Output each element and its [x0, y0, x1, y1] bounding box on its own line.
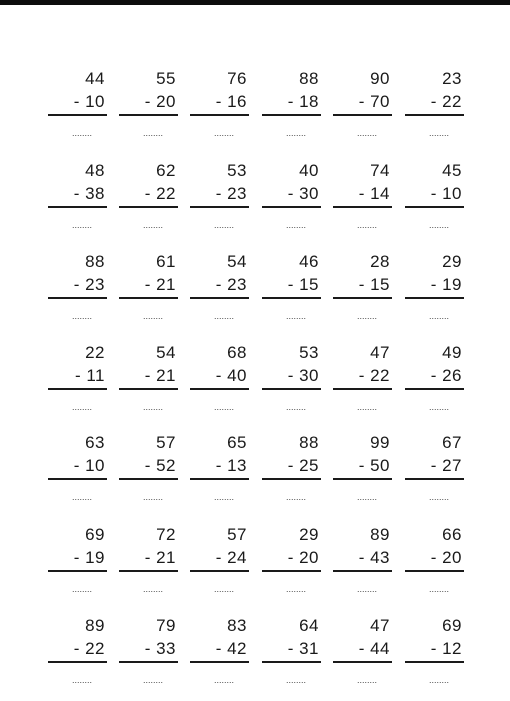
minuend: 47 — [370, 343, 390, 362]
minuend: 23 — [442, 69, 462, 88]
minuend: 47 — [370, 616, 390, 635]
subtrahend: - 18 — [287, 92, 319, 111]
answer-rule-line — [48, 206, 107, 208]
answer-blank[interactable]: ........ — [71, 492, 92, 502]
subtrahend: - 22 — [358, 366, 390, 385]
minuend: 83 — [227, 616, 247, 635]
answer-rule-line — [333, 297, 392, 299]
minuend: 68 — [227, 343, 247, 362]
answer-rule-line — [405, 114, 464, 116]
answer-rule-line — [262, 297, 321, 299]
answer-blank[interactable]: ........ — [285, 675, 306, 685]
answer-rule-line — [48, 661, 107, 663]
answer-rule-line — [262, 206, 321, 208]
answer-blank[interactable]: ........ — [428, 492, 449, 502]
minuend: 61 — [156, 252, 176, 271]
minuend: 45 — [442, 161, 462, 180]
subtrahend: - 31 — [287, 639, 319, 658]
minuend: 28 — [370, 252, 390, 271]
answer-rule-line — [119, 478, 178, 480]
minuend: 57 — [227, 525, 247, 544]
answer-rule-line — [262, 114, 321, 116]
subtrahend: - 20 — [144, 92, 176, 111]
answer-blank[interactable]: ........ — [356, 492, 377, 502]
subtrahend: - 70 — [358, 92, 390, 111]
minuend: 66 — [442, 525, 462, 544]
answer-blank[interactable]: ........ — [142, 402, 163, 412]
answer-blank[interactable]: ........ — [428, 402, 449, 412]
minuend: 79 — [156, 616, 176, 635]
subtrahend: - 21 — [144, 275, 176, 294]
answer-rule-line — [405, 206, 464, 208]
subtrahend: - 12 — [430, 639, 462, 658]
subtrahend: - 42 — [215, 639, 247, 658]
minuend: 76 — [227, 69, 247, 88]
subtrahend: - 20 — [287, 548, 319, 567]
answer-blank[interactable]: ........ — [285, 220, 306, 230]
answer-rule-line — [262, 661, 321, 663]
minuend: 40 — [299, 161, 319, 180]
minuend: 89 — [85, 616, 105, 635]
minuend: 29 — [442, 252, 462, 271]
minuend: 89 — [370, 525, 390, 544]
subtrahend: - 43 — [358, 548, 390, 567]
minuend: 62 — [156, 161, 176, 180]
answer-rule-line — [190, 478, 249, 480]
minuend: 88 — [299, 433, 319, 452]
answer-rule-line — [48, 297, 107, 299]
minuend: 67 — [442, 433, 462, 452]
answer-blank[interactable]: ........ — [71, 128, 92, 138]
subtrahend: - 10 — [430, 184, 462, 203]
subtrahend: - 22 — [430, 92, 462, 111]
minuend: 44 — [85, 69, 105, 88]
subtrahend: - 24 — [215, 548, 247, 567]
answer-rule-line — [333, 114, 392, 116]
subtrahend: - 15 — [287, 275, 319, 294]
answer-rule-line — [190, 297, 249, 299]
subtrahend: - 23 — [215, 275, 247, 294]
answer-blank[interactable]: ........ — [285, 492, 306, 502]
minuend: 72 — [156, 525, 176, 544]
answer-blank[interactable]: ........ — [285, 311, 306, 321]
subtrahend: - 33 — [144, 639, 176, 658]
answer-blank[interactable]: ........ — [356, 220, 377, 230]
answer-rule-line — [119, 297, 178, 299]
minuend: 69 — [85, 525, 105, 544]
answer-blank[interactable]: ........ — [356, 311, 377, 321]
answer-blank[interactable]: ........ — [142, 492, 163, 502]
minuend: 74 — [370, 161, 390, 180]
answer-rule-line — [405, 478, 464, 480]
answer-blank[interactable]: ........ — [428, 584, 449, 594]
answer-rule-line — [333, 661, 392, 663]
answer-rule-line — [119, 206, 178, 208]
subtrahend: - 16 — [215, 92, 247, 111]
answer-blank[interactable]: ........ — [285, 584, 306, 594]
subtrahend: - 52 — [144, 456, 176, 475]
minuend: 48 — [85, 161, 105, 180]
subtrahend: - 13 — [215, 456, 247, 475]
minuend: 88 — [85, 252, 105, 271]
minuend: 22 — [85, 343, 105, 362]
answer-blank[interactable]: ........ — [356, 402, 377, 412]
answer-rule-line — [262, 478, 321, 480]
answer-rule-line — [48, 114, 107, 116]
minuend: 65 — [227, 433, 247, 452]
minuend: 29 — [299, 525, 319, 544]
answer-blank[interactable]: ........ — [71, 402, 92, 412]
answer-rule-line — [333, 388, 392, 390]
answer-blank[interactable]: ........ — [71, 584, 92, 594]
subtrahend: - 40 — [215, 366, 247, 385]
subtrahend: - 27 — [430, 456, 462, 475]
answer-rule-line — [119, 114, 178, 116]
answer-rule-line — [333, 206, 392, 208]
answer-blank[interactable]: ........ — [142, 220, 163, 230]
subtrahend: - 10 — [73, 92, 105, 111]
subtrahend: - 23 — [215, 184, 247, 203]
answer-blank[interactable]: ........ — [142, 675, 163, 685]
answer-blank[interactable]: ........ — [213, 402, 234, 412]
answer-rule-line — [333, 478, 392, 480]
minuend: 46 — [299, 252, 319, 271]
answer-blank[interactable]: ........ — [428, 220, 449, 230]
minuend: 53 — [299, 343, 319, 362]
subtrahend: - 30 — [287, 366, 319, 385]
minuend: 99 — [370, 433, 390, 452]
subtrahend: - 26 — [430, 366, 462, 385]
minuend: 55 — [156, 69, 176, 88]
answer-blank[interactable]: ........ — [142, 128, 163, 138]
answer-rule-line — [119, 570, 178, 572]
answer-blank[interactable]: ........ — [428, 311, 449, 321]
answer-rule-line — [190, 570, 249, 572]
answer-rule-line — [405, 388, 464, 390]
answer-rule-line — [119, 388, 178, 390]
minuend: 63 — [85, 433, 105, 452]
answer-blank[interactable]: ........ — [285, 402, 306, 412]
answer-rule-line — [48, 570, 107, 572]
answer-blank[interactable]: ........ — [213, 584, 234, 594]
minuend: 53 — [227, 161, 247, 180]
subtrahend: - 38 — [73, 184, 105, 203]
minuend: 69 — [442, 616, 462, 635]
subtrahend: - 50 — [358, 456, 390, 475]
subtrahend: - 19 — [430, 275, 462, 294]
answer-blank[interactable]: ........ — [356, 584, 377, 594]
minuend: 49 — [442, 343, 462, 362]
subtrahend: - 30 — [287, 184, 319, 203]
subtrahend: - 14 — [358, 184, 390, 203]
answer-blank[interactable]: ........ — [213, 220, 234, 230]
subtrahend: - 21 — [144, 548, 176, 567]
answer-blank[interactable]: ........ — [428, 128, 449, 138]
answer-blank[interactable]: ........ — [356, 128, 377, 138]
answer-blank[interactable]: ........ — [213, 128, 234, 138]
minuend: 64 — [299, 616, 319, 635]
subtrahend: - 22 — [73, 639, 105, 658]
answer-rule-line — [190, 661, 249, 663]
answer-blank[interactable]: ........ — [213, 675, 234, 685]
answer-rule-line — [190, 206, 249, 208]
subtrahend: - 22 — [144, 184, 176, 203]
answer-blank[interactable]: ........ — [213, 492, 234, 502]
answer-rule-line — [48, 478, 107, 480]
answer-blank[interactable]: ........ — [428, 675, 449, 685]
answer-rule-line — [405, 661, 464, 663]
subtrahend: - 15 — [358, 275, 390, 294]
answer-rule-line — [333, 570, 392, 572]
subtrahend: - 44 — [358, 639, 390, 658]
minuend: 54 — [227, 252, 247, 271]
answer-blank[interactable]: ........ — [142, 311, 163, 321]
minuend: 57 — [156, 433, 176, 452]
answer-rule-line — [262, 570, 321, 572]
answer-blank[interactable]: ........ — [142, 584, 163, 594]
answer-blank[interactable]: ........ — [213, 311, 234, 321]
answer-rule-line — [48, 388, 107, 390]
minuend: 90 — [370, 69, 390, 88]
subtrahend: - 11 — [74, 366, 105, 385]
minuend: 88 — [299, 69, 319, 88]
answer-blank[interactable]: ........ — [71, 220, 92, 230]
answer-blank[interactable]: ........ — [356, 675, 377, 685]
answer-blank[interactable]: ........ — [71, 311, 92, 321]
subtrahend: - 23 — [73, 275, 105, 294]
answer-rule-line — [405, 570, 464, 572]
answer-rule-line — [405, 297, 464, 299]
answer-rule-line — [262, 388, 321, 390]
answer-blank[interactable]: ........ — [71, 675, 92, 685]
subtrahend: - 10 — [73, 456, 105, 475]
subtrahend: - 25 — [287, 456, 319, 475]
answer-blank[interactable]: ........ — [285, 128, 306, 138]
answer-rule-line — [119, 661, 178, 663]
subtrahend: - 20 — [430, 548, 462, 567]
minuend: 54 — [156, 343, 176, 362]
answer-rule-line — [190, 114, 249, 116]
subtrahend: - 19 — [73, 548, 105, 567]
subtrahend: - 21 — [144, 366, 176, 385]
answer-rule-line — [190, 388, 249, 390]
